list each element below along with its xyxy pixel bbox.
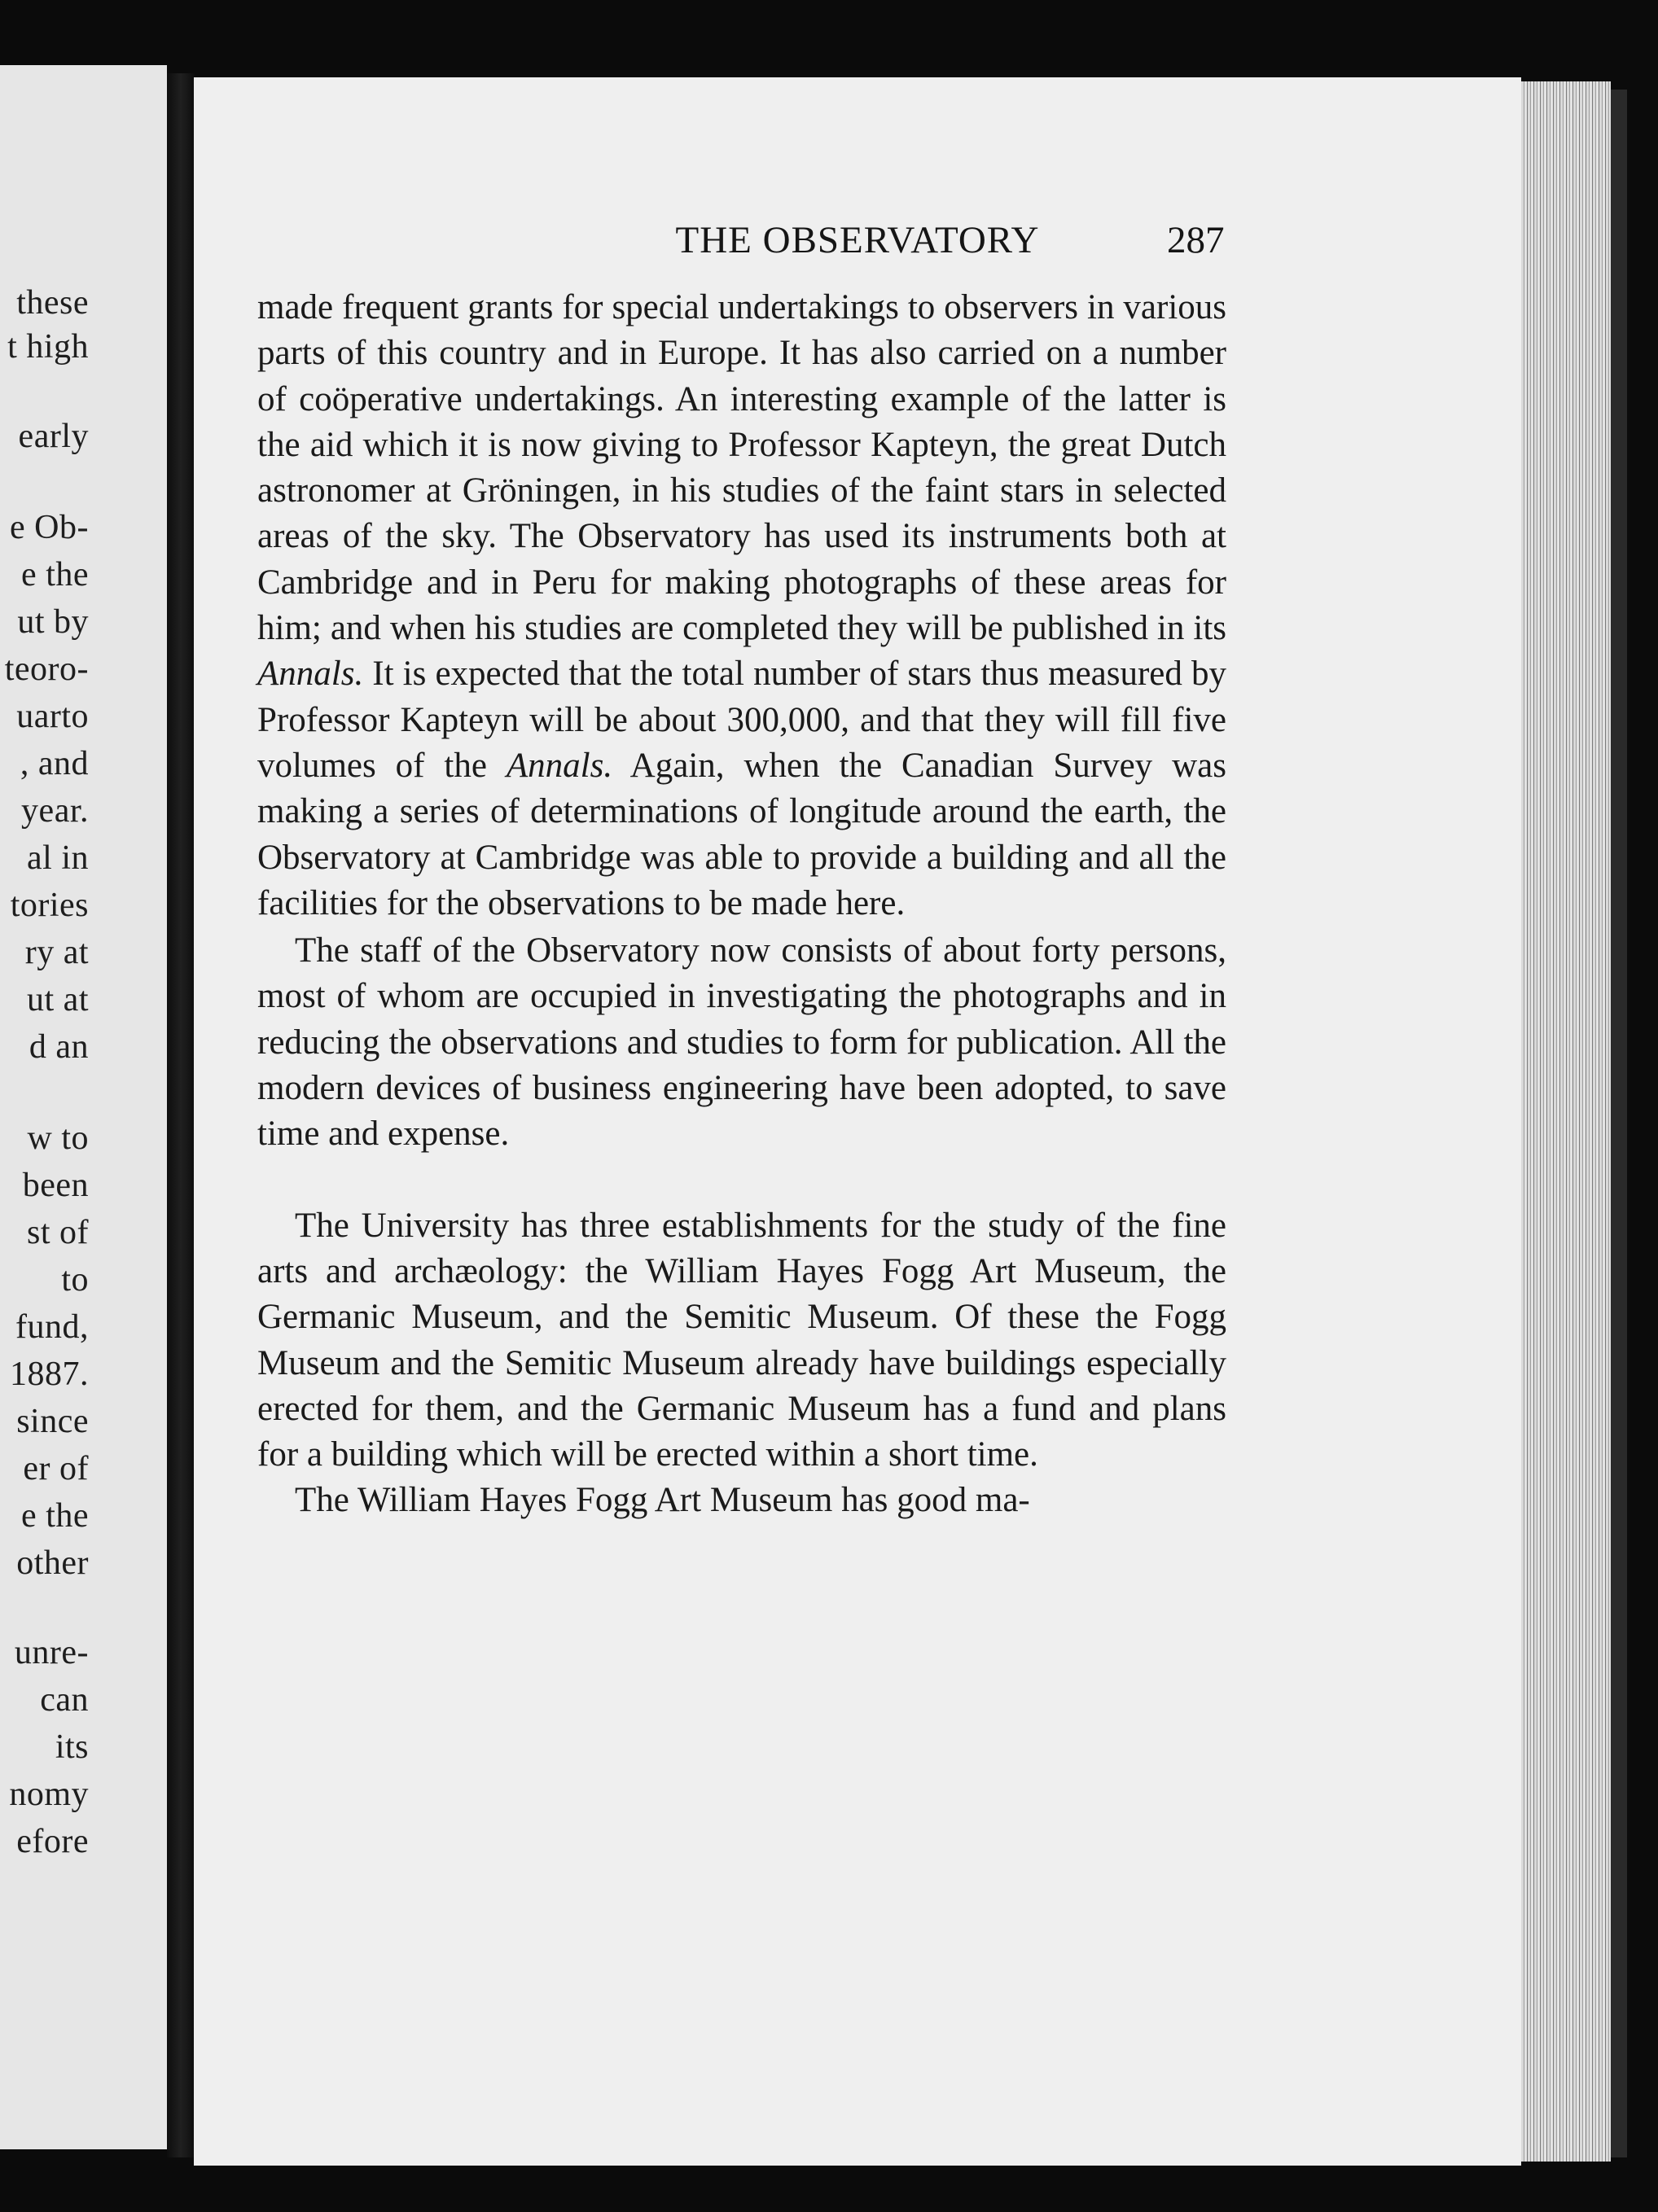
running-head — [194, 218, 1521, 275]
body-text — [257, 285, 1226, 1524]
facing-page-fragment: these — [16, 284, 89, 322]
facing-page-fragment: al in — [27, 839, 89, 877]
facing-page-fragment: tories — [10, 887, 89, 924]
facing-page-fragment: er of — [23, 1450, 89, 1487]
facing-page-fragment: uarto — [16, 698, 89, 735]
facing-page-fragment: t high — [7, 328, 89, 366]
facing-page-fragment: to — [61, 1261, 89, 1299]
text-run: It is expected that the total number of stars thus measured by Professor Kapteyn will be about 300,000, and that they will fill five volumes of the — [257, 655, 1226, 785]
facing-page-fragment: ry at — [24, 934, 89, 971]
page-edge — [1521, 81, 1611, 2162]
facing-page — [0, 65, 167, 2149]
facing-page-fragment: 1887. — [10, 1356, 89, 1393]
facing-page-fragment: efore — [16, 1823, 89, 1860]
text-run: Again, when the Canadian Survey was making a series of determinations of longitude around the earth, the Observatory at Cambridge was able to provide a building and all the facilities for the observations to be made here. — [257, 746, 1226, 922]
paragraph: The University has three establishments for the study of the fine arts and archæology: the William Hayes Fogg Art Museum, the Germanic Museum, and the Semitic Museum. Of these the Fogg Museum and the Semitic Museum already have buildings especially erected for them, and the Germanic Museum has a fund and plans for a building which will be erected within a short time. — [257, 1206, 1226, 1474]
italic-title: Annals. — [257, 655, 364, 694]
book-gutter — [167, 73, 195, 2157]
facing-page-fragment: w to — [27, 1119, 89, 1157]
facing-page-fragment: ut by — [17, 603, 89, 641]
facing-page-fragment: , and — [20, 745, 89, 782]
facing-page-fragment: been — [22, 1167, 89, 1204]
paragraph — [257, 285, 1226, 926]
facing-page-fragment: e the — [21, 1497, 89, 1535]
facing-page-fragment: other — [16, 1544, 89, 1582]
facing-page-fragment: year. — [21, 792, 89, 830]
facing-page-fragment: can — [40, 1681, 89, 1719]
facing-page-fragment: nomy — [9, 1776, 89, 1813]
facing-page-fragment: e the — [21, 556, 89, 594]
facing-page-fragment: st of — [27, 1214, 89, 1251]
italic-title: Annals. — [506, 746, 613, 785]
facing-page-fragment: since — [16, 1403, 89, 1440]
facing-page-fragment: e Ob- — [10, 509, 89, 546]
paragraph: The staff of the Observatory now consists of about forty persons, most of whom are occupied in investigating the photographs and in reducing the observations and studies to form for publication. All the modern devices of business engineering have been adopted, to save time and expense. — [257, 931, 1226, 1154]
page-number: 287 — [1167, 219, 1225, 261]
facing-page-fragment: teoro- — [4, 650, 89, 688]
paragraph: The William Hayes Fogg Art Museum has good ma- — [295, 1481, 1030, 1520]
page-edge-shadow — [1611, 90, 1627, 2157]
facing-page-fragment: ut at — [27, 981, 89, 1018]
facing-page-fragment: early — [18, 418, 89, 455]
facing-page-fragment: d an — [29, 1028, 89, 1066]
text-run: made frequent grants for special undertakings to observers in various parts of this country and in Europe. It has also carried on a number of coöperative undertakings. An interesting example of the latter is the aid which it is now giving to Professor Kapteyn, the great Dutch astronomer at Gröningen, in his studies of the faint stars in selected areas of the sky. The Observatory has used its instruments both at Cambridge and in Peru for making photographs of these areas for him; and when his studies are completed they will be published in its — [257, 288, 1226, 648]
facing-page-fragment: fund, — [15, 1308, 89, 1346]
running-title: THE OBSERVATORY — [675, 219, 1040, 261]
facing-page-fragment: unre- — [14, 1634, 89, 1671]
facing-page-fragment: its — [55, 1728, 89, 1766]
